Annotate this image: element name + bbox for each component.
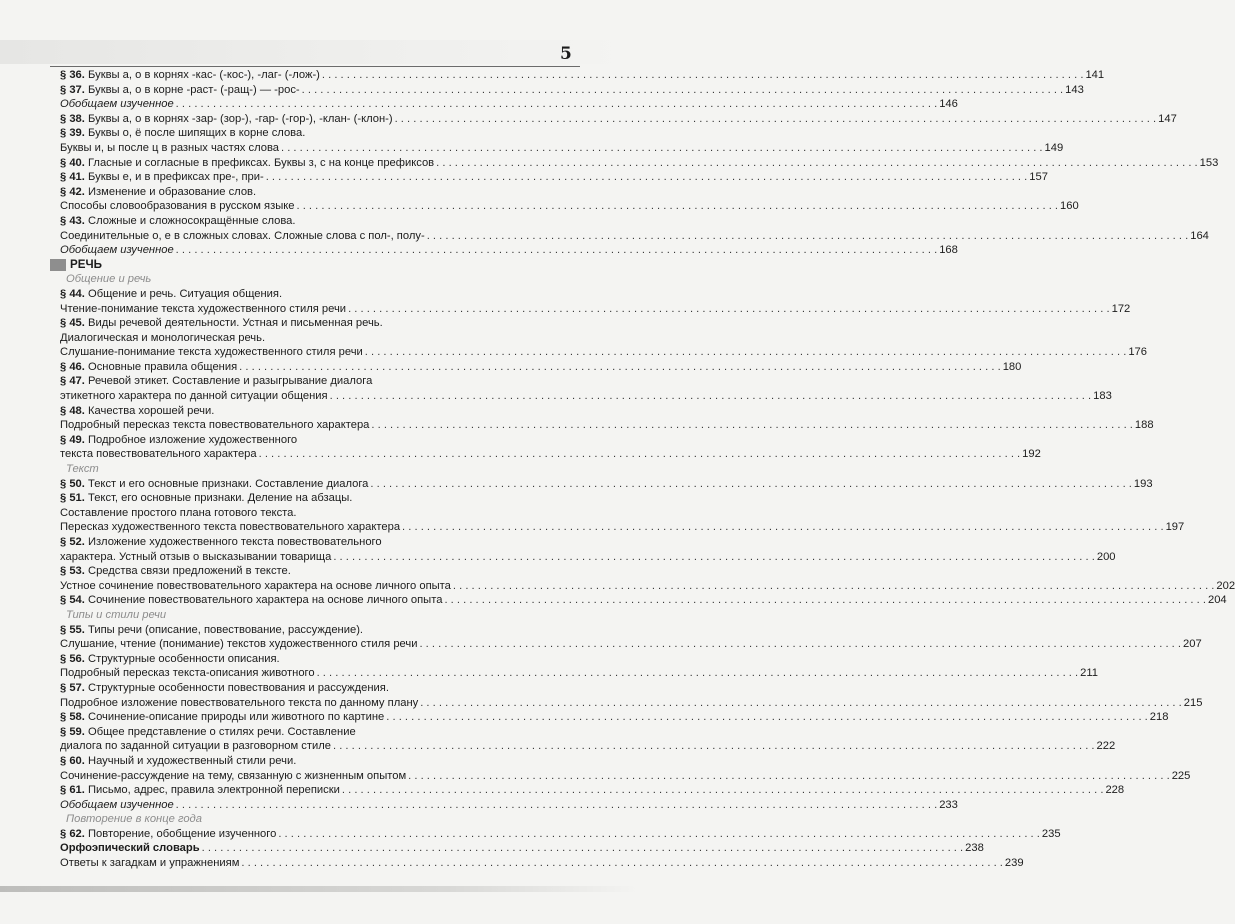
- toc-entry: § 52. Изложение художественного текста повествовательного: [60, 536, 382, 548]
- subsection-title: Текст: [66, 463, 99, 476]
- toc-entry: Буквы и, ы после ц в разных частях слова . . . 149: [60, 141, 568, 156]
- toc-entry: § 60. Научный и художественный стили речи.: [60, 754, 297, 767]
- toc-entry: § 61. Письмо, адрес, правила электронной переписки . . . 228: [60, 783, 568, 798]
- part-marker: [50, 259, 66, 271]
- toc-entry: Составление простого плана готового текста.: [60, 506, 297, 519]
- toc-entry: Подробный пересказ текста повествовательного характера . . . 188: [60, 418, 568, 433]
- toc-entry: Способы словообразования в русском языке . . . 160: [60, 199, 568, 214]
- toc-entry: § 51. Текст, его основные признаки. Деление на абзацы.: [60, 492, 353, 505]
- page-number: 5: [560, 44, 572, 64]
- toc-entry: Подробное изложение повествовательного текста по данному плану . . . 215: [60, 696, 568, 711]
- toc-entry: § 58. Сочинение-описание природы или животного по картине . . . 218: [60, 710, 568, 725]
- toc-entry: § 54. Сочинение повествовательного характера на основе личного опыта . . . 204: [60, 593, 568, 608]
- toc-entry: Подробный пересказ текста-описания животного . . . 211: [60, 666, 568, 681]
- toc-entry: § 59. Общее представление о стилях речи. Составление: [60, 725, 356, 738]
- toc-entry: диалога по заданной ситуации в разговорном стиле . . . 222: [60, 739, 568, 754]
- toc-entry: § 57. Структурные особенности повествования и рассуждения.: [60, 681, 389, 694]
- toc-entry: Ответы к загадкам и упражнениям . . . 239: [60, 856, 568, 871]
- toc-entry: § 46. Основные правила общения . . . 180: [60, 360, 568, 375]
- toc-entry: этикетного характера по данной ситуации общения . . . 183: [60, 389, 568, 404]
- toc-entry: § 49. Подробное изложение художественного: [60, 433, 298, 446]
- part-heading: РЕЧЬ: [60, 258, 568, 273]
- toc-entry: Чтение-понимание текста художественного стиля речи . . . 172: [60, 302, 568, 317]
- toc-entry: Слушание-понимание текста художественного стиля речи . . . 176: [60, 345, 568, 360]
- toc-entry: § 42. Изменение и образование слов.: [60, 185, 257, 198]
- toc-entry: § 56. Структурные особенности описания.: [60, 652, 280, 665]
- toc-entry: Обобщаем изученное . . . 168: [60, 243, 568, 258]
- toc-entry: Орфоэпический словарь . . . 238: [60, 841, 568, 856]
- toc-entry: § 36. Буквы а, о в корнях -кас- (-кос-), -лаг- (-лож-) . . . 141: [60, 68, 568, 83]
- toc-entry: § 38. Буквы а, о в корнях -зар- (зор-), -гар- (-гор-), -клан- (-клон-) . . . 147: [60, 112, 568, 127]
- toc-entry: Пересказ художественного текста повествовательного характера . . . 197: [60, 520, 568, 535]
- toc-entry: § 48. Качества хорошей речи.: [60, 404, 215, 417]
- toc-entry: § 53. Средства связи предложений в тексте.: [60, 565, 291, 578]
- toc-entry: Диалогическая и монологическая речь.: [60, 331, 266, 344]
- toc-entry: § 41. Буквы е, и в префиксах пре-, при- . . . 157: [60, 170, 568, 185]
- footer-band: [0, 886, 638, 892]
- toc-entry: § 43. Сложные и сложносокращённые слова.: [60, 214, 296, 227]
- toc-entry: § 40. Гласные и согласные в префиксах. Буквы з, с на конце префиксов . . . 153: [60, 156, 568, 171]
- toc-entry: Устное сочинение повествовательного характера на основе личного опыта . . . 202: [60, 579, 568, 594]
- toc-entry: § 50. Текст и его основные признаки. Составление диалога . . . 193: [60, 477, 568, 492]
- header-rule: [50, 66, 580, 67]
- subsection-title: Повторение в конце года: [66, 813, 202, 826]
- toc-entry: § 47. Речевой этикет. Составление и разыгрывание диалога: [60, 375, 373, 388]
- toc-entry: характера. Устный отзыв о высказывании товарища . . . 200: [60, 550, 568, 565]
- toc-entry: § 39. Буквы о, ё после шипящих в корне слова.: [60, 127, 306, 140]
- subsection-title: Типы и стили речи: [66, 608, 167, 621]
- header-band: [0, 40, 638, 64]
- toc-entry: Слушание, чтение (понимание) текстов художественного стиля речи . . . 207: [60, 637, 568, 652]
- toc-entry: § 55. Типы речи (описание, повествование, рассуждение).: [60, 623, 364, 636]
- toc-entry: § 62. Повторение, обобщение изученного . . . 235: [60, 827, 568, 842]
- table-of-contents: [60, 68, 1235, 871]
- toc-entry: Соединительные о, е в сложных словах. Сложные слова с пол-, полу- . . . 164: [60, 229, 568, 244]
- toc-entry: Сочинение-рассуждение на тему, связанную с жизненным опытом . . . 225: [60, 769, 568, 784]
- toc-entry: § 45. Виды речевой деятельности. Устная и письменная речь.: [60, 317, 383, 330]
- toc-entry: § 44. Общение и речь. Ситуация общения.: [60, 287, 283, 300]
- toc-entry: Обобщаем изученное . . . 233: [60, 798, 568, 813]
- toc-entry: текста повествовательного характера . . . 192: [60, 447, 568, 462]
- subsection-title: Общение и речь: [66, 273, 152, 286]
- toc-entry: Обобщаем изученное . . . 146: [60, 97, 568, 112]
- toc-entry: § 37. Буквы а, о в корне -раст- (-ращ-) — -рос- . . . 143: [60, 83, 568, 98]
